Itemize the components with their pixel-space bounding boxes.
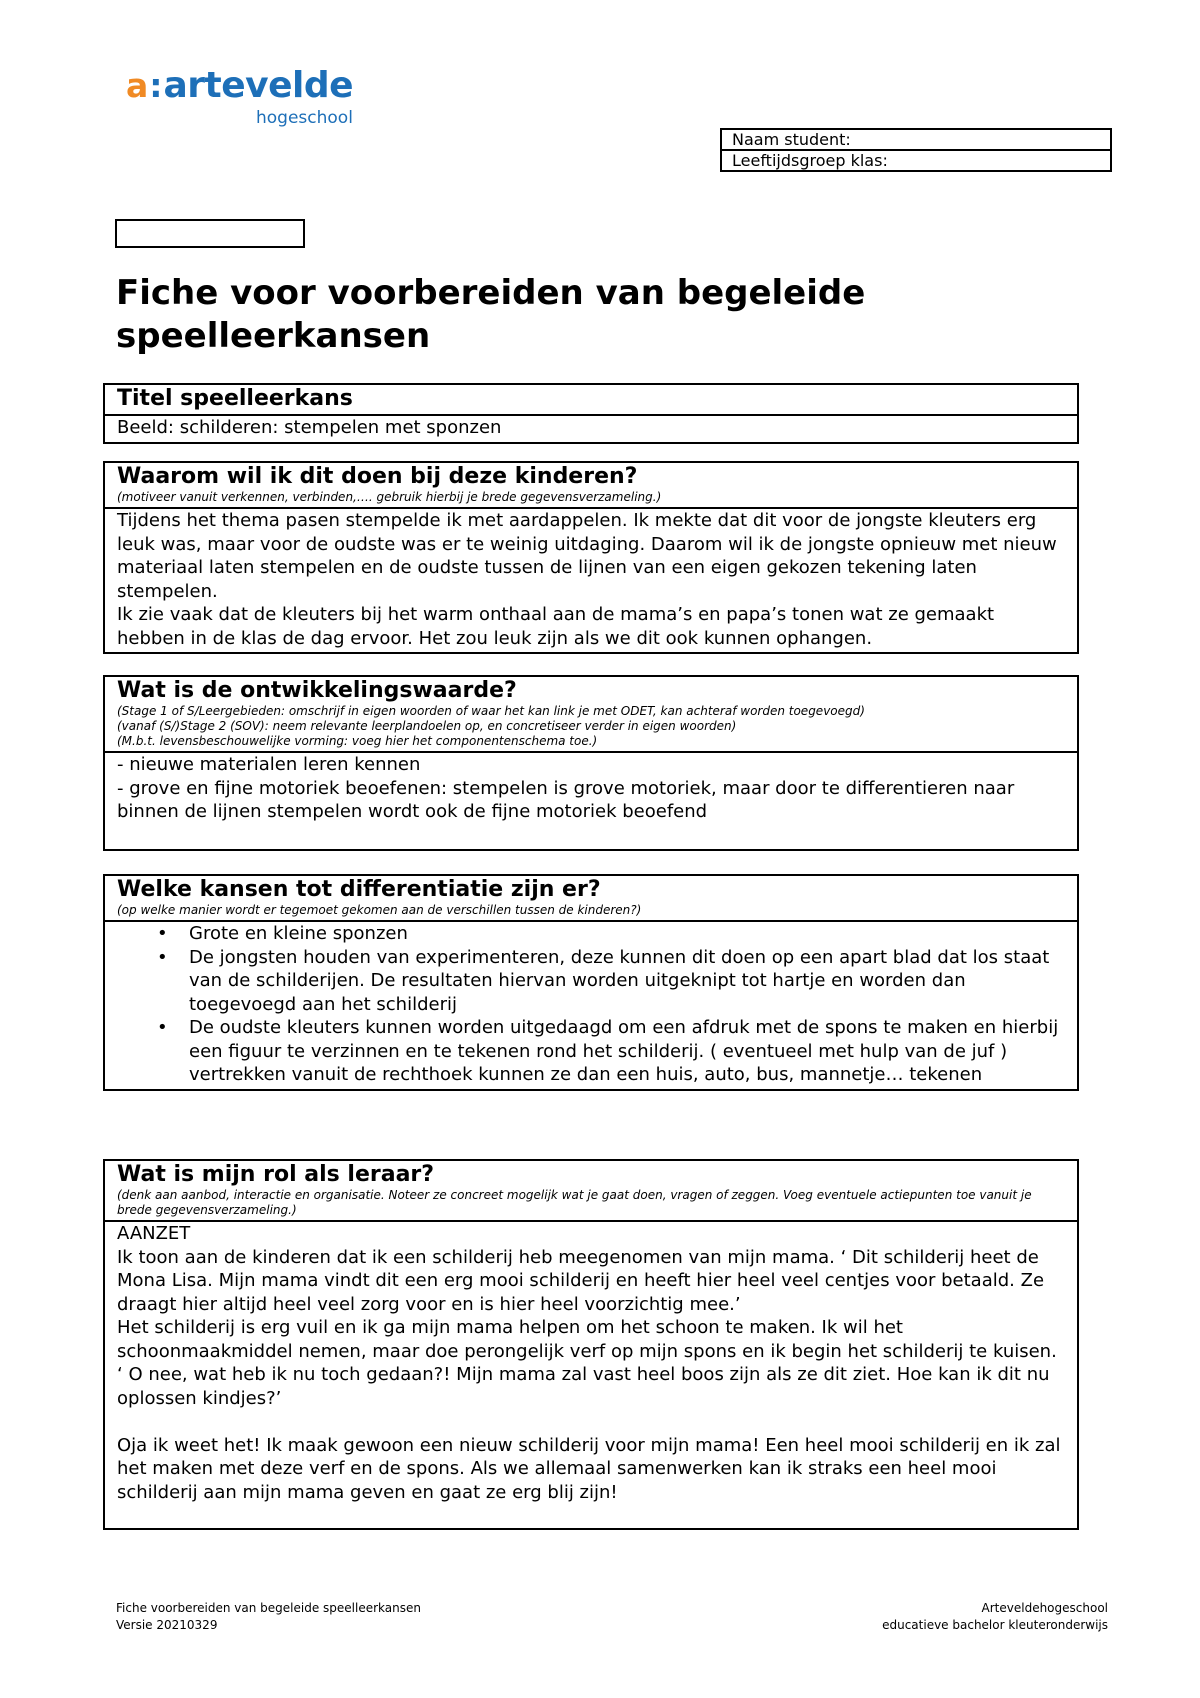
page-title: Fiche voor voorbereiden van begeleide speelleerkansen — [116, 273, 866, 356]
section-body — [105, 753, 1077, 849]
section-body — [105, 1222, 1077, 1528]
footer-right — [882, 1600, 1108, 1634]
blank-line — [117, 1410, 1065, 1434]
section-ontwikkelingswaarde — [103, 675, 1079, 851]
section-hint: (vanaf (S/)Stage 2 (SOV): neem relevante leerplandoelen op, en concretiseer verder in eigen woorden) — [117, 719, 737, 733]
section-rol-leraar — [103, 1159, 1079, 1530]
section-body — [105, 922, 1077, 1089]
list-item: • Grote en kleine sponzen — [117, 922, 1065, 946]
footer-document-name: Fiche voorbereiden van begeleide speelleerkansen — [116, 1601, 421, 1615]
section-body — [105, 509, 1077, 652]
footer-version: Versie 20210329 — [116, 1618, 218, 1632]
section-header — [105, 876, 1077, 922]
section-hint: (op welke manier wordt er tegemoet gekomen aan de verschillen tussen de kinderen?) — [117, 903, 642, 917]
differentiatie-list — [117, 922, 1065, 1087]
list-item: • De jongsten houden van experimenteren, deze kunnen dit doen op een apart blad dat los staat van de schilderijen. De resultaten hiervan worden uitgeknipt tot hartje en worden dan toegevoegd aan het schilderij — [117, 946, 1065, 1017]
rol-paragraph-2: Het schilderij is erg vuil en ik ga mijn mama helpen om het schoon te maken. Ik wil het schoonmaakmiddel nemen, maar doe perongelijk verf op mijn spons en ik begin het schilderij te kuisen. ‘ O nee, wat heb ik nu toch gedaan?! Mijn mama zal vast heel boos zijn als ze dit ziet. Hoe kan ik dit nu oplossen kindjes?’ — [117, 1317, 1057, 1409]
rol-paragraph-1: Ik toon aan de kinderen dat ik een schilderij heb meegenomen van mijn mama. ‘ Dit schilderij heet de Mona Lisa. Mijn mama vindt dit een erg mooi schilderij en heeft hier heel veel centjes voor betaald. Ze draagt hier altijd heel veel zorg voor en is hier heel voorzichtig mee.’ — [117, 1246, 1045, 1315]
logo-name: artevelde — [163, 65, 354, 106]
waarom-paragraph-2: Ik zie vaak dat de kleuters bij het warm onthaal aan de mama’s en papa’s tonen wat ze gemaakt hebben in de klas de dag ervoor. Het zou leuk zijn als we dit ook kunnen ophangen. — [117, 604, 995, 649]
section-hint: (M.b.t. levensbeschouwelijke vorming: voeg hier het componentenschema toe.) — [117, 734, 598, 748]
section-heading: Titel speelleerkans — [117, 386, 353, 411]
logo-subtitle: hogeschool — [256, 108, 353, 128]
section-hint: (Stage 1 of S/Leergebieden: omschrijf in eigen woorden of waar het kan link je met ODET, kan achteraf worden toegevoegd) — [117, 704, 865, 718]
titel-value: Beeld: schilderen: stempelen met sponzen — [117, 417, 502, 438]
waarom-paragraph-1: Tijdens het thema pasen stempelde ik met aardappelen. Ik mekte dat dit voor de jongste kleuters erg leuk was, maar voor de oudste was er te weinig uitdaging. Daarom wil ik de jongste opnieuw met nieuw materiaal laten stempelen en de oudste tussen de lijnen van een eigen gekozen tekening laten stempelen. — [117, 510, 1057, 602]
student-info-box — [720, 128, 1112, 172]
student-name-field[interactable]: Naam student: — [732, 130, 851, 149]
section-hint: (motiveer vanuit verkennen, verbinden,…. gebruik hierbij je brede gegevensverzameling.) — [117, 490, 662, 504]
logo-glyph: a — [126, 66, 149, 105]
section-waarom — [103, 461, 1079, 654]
section-header — [105, 677, 1077, 753]
section-hint: (denk aan aanbod, interactie en organisatie. Noteer ze concreet mogelijk wat je gaat doen, vragen of zeggen. Voeg eventuele actiepunten toe vanuit je brede gegevensverzameling.) — [117, 1188, 1032, 1217]
list-item: • De oudste kleuters kunnen worden uitgedaagd om een afdruk met de spons te maken en hierbij een figuur te verzinnen en te tekenen rond het schilderij. ( eventueel met hulp van de juf ) vertrekken vanuit de rechthoek kunnen ze dan een huis, auto, bus, mannetje… tekenen — [117, 1016, 1065, 1087]
logo-colon: : — [149, 66, 163, 105]
section-differentiatie — [103, 874, 1079, 1091]
section-heading: Wat is de ontwikkelingswaarde? — [117, 678, 517, 703]
section-body — [105, 416, 1077, 442]
section-header — [105, 1161, 1077, 1222]
section-heading: Wat is mijn rol als leraar? — [117, 1162, 435, 1187]
section-heading: Welke kansen tot differentiatie zijn er? — [117, 877, 601, 902]
section-header — [105, 385, 1077, 416]
rol-paragraph-3: Oja ik weet het! Ik maak gewoon een nieuw schilderij voor mijn mama! Een heel mooi schilderij en ik zal het maken met deze verf en de spons. Als we allemaal samenwerken kan ik straks een heel mooi schilderij aan mijn mama geven en gaat ze erg blij zijn! — [117, 1434, 1061, 1503]
age-group-field[interactable]: Leeftijdsgroep klas: — [722, 149, 1110, 170]
footer-program: educatieve bachelor kleuteronderwijs — [882, 1618, 1108, 1632]
footer-institution: Arteveldehogeschool — [981, 1601, 1108, 1615]
ontwikkeling-line-1: - nieuwe materialen leren kennen — [117, 754, 421, 775]
section-header — [105, 463, 1077, 509]
footer-left — [116, 1600, 421, 1634]
aanzet-label: AANZET — [117, 1223, 191, 1244]
ontwikkeling-line-2: - grove en fijne motoriek beoefenen: stempelen is grove motoriek, maar door te differentieren naar binnen de lijnen stempelen wordt ook de fijne motoriek beoefend — [117, 777, 1015, 822]
section-titel — [103, 383, 1079, 444]
section-heading: Waarom wil ik dit doen bij deze kinderen? — [117, 464, 638, 489]
artevelde-logo — [126, 66, 366, 136]
empty-label-box — [115, 219, 305, 248]
